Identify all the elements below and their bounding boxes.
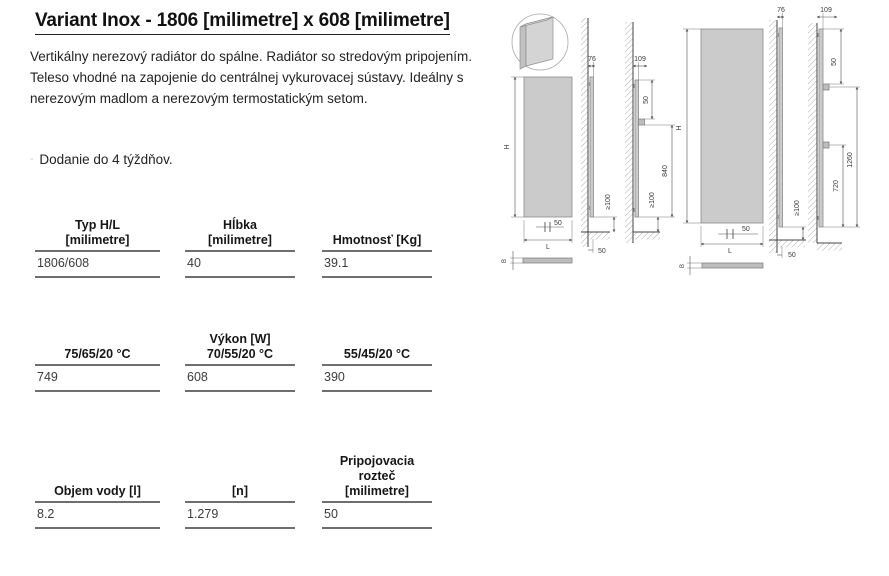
cell-value: 39.1 [322,252,432,278]
dim-width-label-2: L [728,248,732,255]
dim-wall50-label-1: 50 [598,248,606,255]
cell-value: 749 [35,366,160,392]
front-view-panel-1 [524,77,572,217]
cell-value: 40 [185,252,295,278]
column-header [35,215,160,252]
header-line: Hmotnosť [Kg] [332,233,422,247]
dim-floorgap-label-1b: ≥100 [649,192,656,208]
column-header [185,443,295,503]
valve-block [639,119,645,125]
dim-bracket50-label-2: 50 [831,58,838,66]
page-title: Variant Inox - 1806 [milimetre] x 608 [milimetre] [35,10,450,35]
dim-depth-label-1: B [502,258,508,264]
cell-value: 608 [185,366,295,392]
dim-offset50-label-1: 50 [554,220,562,227]
dim-bracket50-label-1: 50 [643,96,650,104]
dim-depth-label-2: B [680,263,686,269]
wall-hatch [808,23,817,243]
drawing-group-2 [676,7,860,275]
header-line: [milimetre] [65,233,130,247]
column-header [322,327,432,366]
dim-width-label-1: L [546,244,550,251]
product-description: Vertikálny nerezový radiátor do spálne. Radiátor so stredovým pripojením. Teleso vhodné na zapojenie do centrálnej vykurovacej sústavy. Ideálny s nerezovým madlom a nerezovým termostatickým setom. [30,49,472,106]
header-line: rozteč [358,469,396,483]
dim-840-label: 840 [662,165,669,177]
table-misc-col-pitch [322,443,432,529]
header-line: [milimetre] [208,233,272,247]
dim-height-label-2: H [676,125,683,131]
column-header [185,215,295,252]
side-view-76-2 [769,7,806,259]
side-view-109-1 [625,22,675,243]
column-header [322,215,432,252]
delivery-text: Dodanie do 4 týždňov. [39,152,173,167]
dim-height-label-1: H [504,144,511,150]
dim-floorgap-label-1a: ≥100 [605,194,612,210]
panel-corner-detail [512,14,568,70]
column-header [35,327,160,366]
valve-block-lower [823,142,829,148]
table-power-col-70 [185,327,295,392]
dim-offset50-label-2: 50 [742,226,750,233]
valve-block-upper [823,84,829,90]
table-misc-col-volume [35,443,160,529]
dim-76-label-1: 76 [588,56,596,63]
header-line: 75/65/20 °C [64,347,131,361]
dim-wall50-label-2: 50 [788,252,796,259]
technical-drawing [490,0,889,300]
delivery-bullet: - [30,154,34,165]
table-misc-col-n [185,443,295,529]
cell-value: 1.279 [185,503,295,529]
header-line: Objem vody [l] [54,484,141,498]
table-dimensions-col-depth [185,215,295,278]
dim-76-label-2: 76 [777,7,785,14]
front-view-panel-2 [701,29,763,223]
table-dimensions-col-type [35,215,160,278]
side-view-109-2 [808,7,860,251]
header-line: [milimetre] [345,484,409,498]
column-header [185,327,295,366]
power-group-header: Výkon [W] [209,332,271,346]
delivery-note [30,152,173,167]
cell-value: 8.2 [35,503,160,529]
cell-value: 390 [322,366,432,392]
column-header [35,443,160,503]
top-view-panel-2 [702,263,763,268]
table-dimensions-col-weight [322,215,432,278]
dim-720-label: 720 [833,180,840,192]
table-power-col-55 [322,327,432,392]
column-header [322,443,432,503]
header-line: Typ H/L [75,218,120,232]
header-line: Hĺbka [222,218,258,232]
header-line: 70/55/20 °C [206,347,274,361]
dim-109-label-1: 109 [634,56,646,63]
header-line: 55/45/20 °C [343,347,411,361]
dim-109-label-2: 109 [820,7,832,14]
dim-floorgap-label-2: ≥100 [794,200,801,216]
cell-value: 1806/608 [35,252,160,278]
wall-hatch [625,22,633,243]
header-line: Pripojovacia [339,454,415,468]
wall-hatch [769,20,777,253]
wall-hatch [581,18,588,247]
top-view-panel-1 [523,258,572,263]
dim-1260-label: 1260 [847,152,854,168]
header-line: [n] [232,484,248,498]
side-view-76-1 [581,18,617,255]
cell-value: 50 [322,503,432,529]
table-power-col-75 [35,327,160,392]
